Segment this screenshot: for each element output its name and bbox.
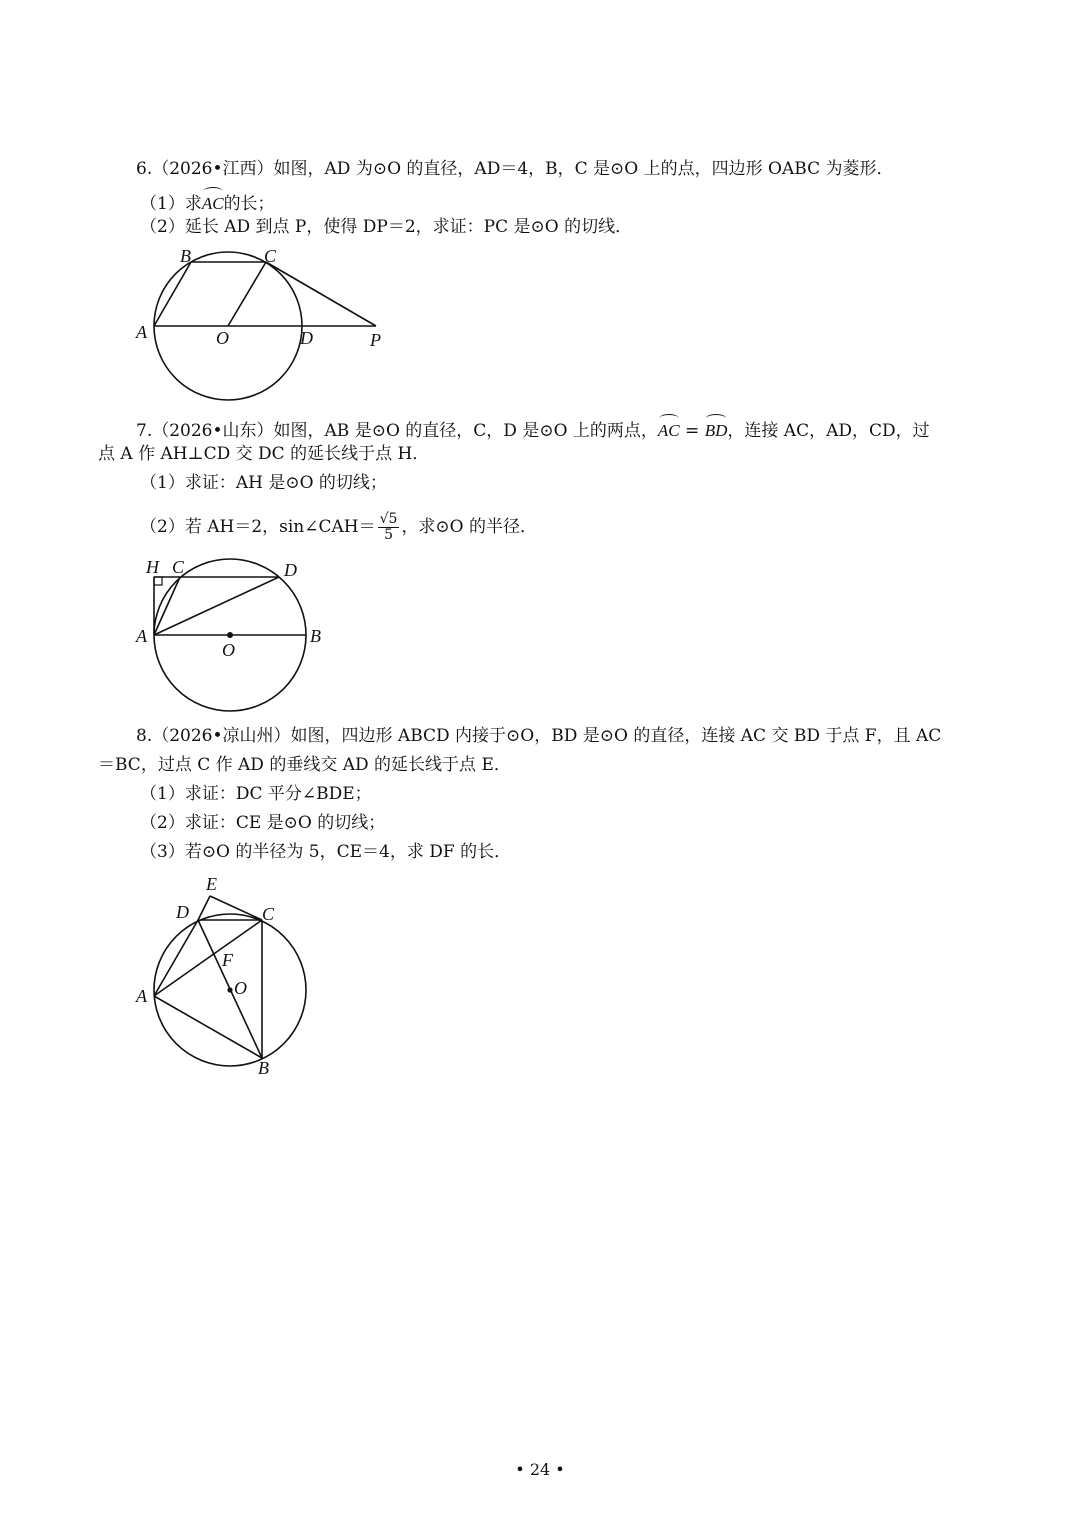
problem-7-stem-line-1 (136, 414, 1080, 442)
center-point (227, 632, 233, 638)
stem-text: 如图，四边形 ABCD 内接于⊙O，BD 是⊙O 的直径，连接 AC 交 BD 于点 F，且 AC (290, 726, 942, 746)
label-e: E (206, 874, 217, 894)
fraction (378, 512, 400, 543)
stem-text: 如图，AB 是⊙O 的直径，C，D 是⊙O 上的两点， (273, 421, 658, 441)
problem-source: （2026•江西） (152, 159, 274, 179)
problem-7-stem-line-2: 点 A 作 AH⊥CD 交 DC 的延长线于点 H． (98, 444, 430, 464)
figure-8 (130, 870, 320, 1080)
problem-8-stem-line-1 (136, 725, 1080, 747)
problem-7-part-1: （1）求证：AH 是⊙O 的切线； (140, 473, 387, 493)
problem-source: （2026•山东） (152, 421, 274, 441)
label-o: O (216, 328, 229, 348)
part-text: 的长； (223, 194, 275, 214)
problem-source: （2026•凉山州） (152, 726, 291, 746)
problem-7-part-2 (140, 510, 1080, 544)
line-ec (210, 896, 262, 920)
right-angle-mark (154, 577, 162, 585)
arc-bd: BD (705, 414, 728, 442)
problem-6-stem (136, 158, 1080, 180)
label-c: C (262, 904, 275, 924)
stem-text: ，连接 AC，AD，CD，过 (727, 421, 930, 441)
label-c: C (264, 246, 277, 266)
problem-8-part-1: （1）求证：DC 平分∠BDE； (140, 784, 372, 804)
line-cp (266, 262, 376, 326)
label-o: O (222, 640, 235, 660)
problem-6-part-2: （2）延长 AD 到点 P，使得 DP＝2，求证：PC 是⊙O 的切线． (140, 217, 633, 237)
line-ac (154, 577, 180, 635)
page-number: • 24 • (515, 1460, 565, 1479)
problem-number: 7. (136, 421, 153, 441)
problem-8-part-2: （2）求证：CE 是⊙O 的切线； (140, 813, 386, 833)
label-o: O (234, 978, 247, 998)
label-a: A (136, 626, 147, 646)
equals-sign: = (679, 421, 705, 441)
line-ab (154, 996, 262, 1058)
fraction-denominator: 5 (384, 527, 393, 543)
figure-6 (130, 240, 400, 405)
label-a: A (136, 322, 147, 342)
label-b: B (258, 1058, 269, 1078)
label-p: P (370, 330, 381, 350)
arc-ac: AC (658, 414, 680, 442)
label-d: D (176, 902, 189, 922)
problem-number: 6. (136, 159, 153, 179)
label-d: D (300, 328, 313, 348)
problem-8-stem-line-2: ＝BC，过点 C 作 AD 的垂线交 AD 的延长线于点 E． (98, 755, 511, 775)
line-ab (154, 262, 191, 326)
center-point (227, 987, 232, 992)
label-b: B (180, 246, 191, 266)
part-text: ，求⊙O 的半径． (401, 517, 538, 537)
part-text: （2）若 AH＝2，sin∠CAH＝ (140, 517, 376, 537)
part-label: （1）求 (140, 194, 202, 214)
problem-number: 8. (136, 726, 153, 746)
label-d: D (284, 560, 297, 580)
problem-stem: 如图，AD 为⊙O 的直径，AD＝4，B，C 是⊙O 上的点，四边形 OABC 为菱形． (273, 159, 894, 179)
label-c: C (172, 557, 185, 577)
problem-8-part-3: （3）若⊙O 的半径为 5，CE＝4，求 DF 的长． (140, 842, 512, 862)
line-co (228, 262, 266, 326)
fraction-numerator: √5 (379, 511, 398, 527)
problem-6-part-1 (140, 187, 1080, 215)
figure-7 (130, 552, 330, 716)
arc-ac: AC (202, 187, 224, 215)
label-h: H (146, 557, 159, 577)
label-f: F (222, 950, 233, 970)
label-a: A (136, 986, 147, 1006)
label-b: B (310, 626, 321, 646)
